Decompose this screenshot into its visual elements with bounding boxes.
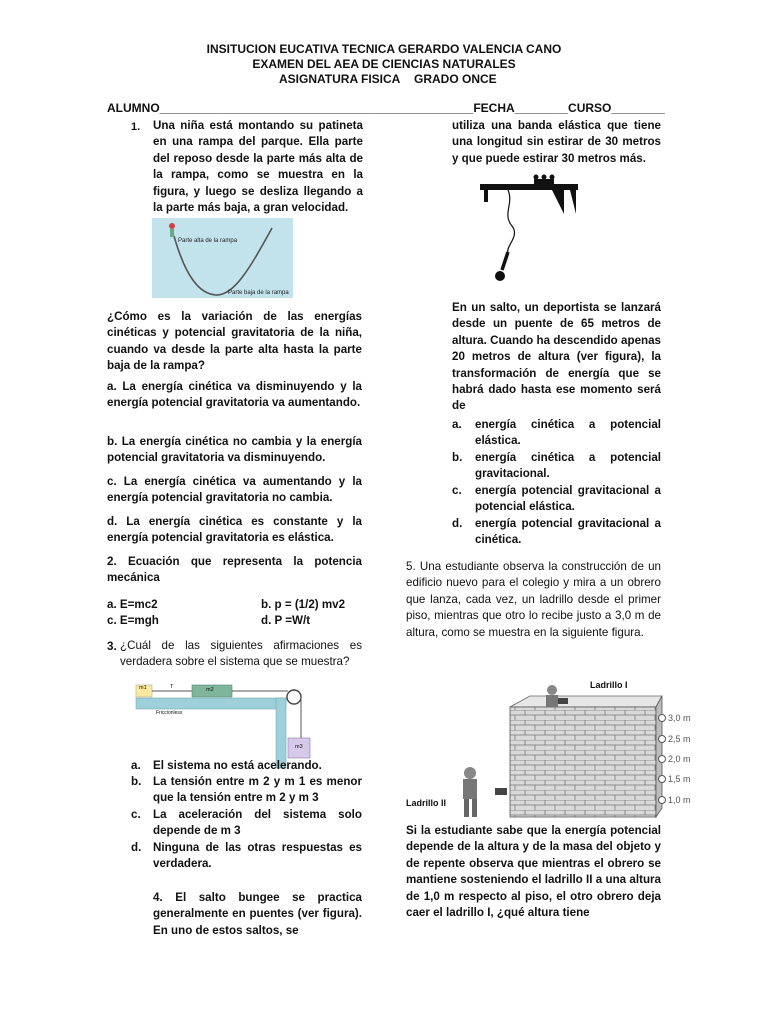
tension-label: T <box>170 684 174 690</box>
q1-question: ¿Cómo es la variación de las energías cinéticas y potencial gravitatoria de la niña, cuando va desde la parte alta hasta la parte baja de la rampa? <box>107 310 362 373</box>
brick-two-label: Ladrillo II <box>406 798 447 808</box>
m3-label: m3 <box>295 744 303 750</box>
ramp-top-label: Parte alta de la rampa <box>178 238 238 244</box>
bridge-deck <box>480 184 578 190</box>
q2-stem: 2. Ecuación que representa la potencia mecánica <box>107 555 362 585</box>
q5-question: Si la estudiante sabe que la energía potencial depende de la altura y de la masa del objeto y de repente observa que mientras el obrero se mantiene sosteniendo el ladrillo II a una altura de 1,0 m respecto al piso, el otro obrero deja caer el ladrillo I, ¿qué altura tiene <box>406 824 661 920</box>
q4-option-c-letter: c. <box>452 484 462 497</box>
q3-stem: ¿Cuál de las siguientes afirmaciones es verdadera sobre el sistema que se muestra? <box>120 639 362 669</box>
q3-option-c-letter: c. <box>131 808 141 821</box>
q4-option-d: energía potencial gravitacional a cinética. <box>475 517 661 547</box>
q2-option-c: c. E=mgh <box>107 614 159 627</box>
q3-option-a-letter: a. <box>131 759 141 772</box>
q4-option-a: energía cinética a potencial elástica. <box>475 418 661 448</box>
q4-option-b-letter: b. <box>452 451 463 464</box>
q4-question: En un salto, un deportista se lanzará desde un puente de 65 metros de altura. Cuando ha descendido apenas 20 metros de altura (ver figura), la transformación de energía que se habrá dado hasta ese momento será de <box>452 301 661 413</box>
q2-option-a: a. E=mc2 <box>107 598 158 611</box>
q1-number: 1. <box>131 121 141 133</box>
brick-one-icon <box>558 698 568 704</box>
q2-option-b: b. p = (1/2) mv2 <box>261 598 346 611</box>
jumper-body <box>502 252 508 270</box>
q4-option-c: energía potencial gravitacional a potencial elástica. <box>475 484 661 514</box>
q3-option-b-letter: b. <box>131 775 142 788</box>
q4-option-a-letter: a. <box>452 418 462 431</box>
wall-top <box>510 696 662 707</box>
height-2-0: 2,0 m <box>668 754 691 764</box>
spectator-icon <box>534 175 539 180</box>
height-3-0: 3,0 m <box>668 713 691 723</box>
subject-label: ASIGNATURA FISICA <box>279 72 401 86</box>
worker-bottom-icon <box>464 767 476 779</box>
q1-stem: Una niña está montando su patineta en una rampa del parque. Ella parte del reposo desde la parte más alta de la rampa, como se muestra en la figura, y luego se desliza llegando a la parte más baja, a gran velocidad. <box>153 119 363 215</box>
q3-option-d: Ninguna de las otras respuestas es verdadera. <box>153 841 362 871</box>
bungee-cord <box>508 190 515 252</box>
table-surface <box>136 698 286 709</box>
ramp-figure <box>152 218 293 298</box>
worker-top-icon <box>547 685 557 695</box>
m2-label: m2 <box>206 687 214 693</box>
student-info-line: ALUMNO_______________________________________________FECHA________CURSO________ <box>107 101 665 115</box>
frictionless-label: Friccionless <box>156 710 183 716</box>
q3-option-d-letter: d. <box>131 841 142 854</box>
jumper-head-icon <box>495 271 505 281</box>
ramp-bottom-label: Parte baja de la rampa <box>228 290 289 296</box>
brick-wall-figure <box>400 680 700 820</box>
height-1-0: 1,0 m <box>668 795 691 805</box>
height-1-5: 1,5 m <box>668 774 691 784</box>
q3-option-c: La aceleración del sistema solo depende de m 3 <box>153 808 362 838</box>
q3-option-a: El sistema no está acelerando. <box>153 759 322 772</box>
q1-option-a: a. La energía cinética va disminuyendo y la energía potencial gravitatoria va aumentando. <box>107 380 362 410</box>
brick-two-icon <box>495 788 507 795</box>
height-2-5: 2,5 m <box>668 734 691 744</box>
brick-wall <box>510 707 656 817</box>
q1-option-b: b. La energía cinética no cambia y la energía potencial gravitatoria va disminuyendo. <box>107 435 362 465</box>
q3-number: 3. <box>107 640 117 653</box>
brick-one-label: Ladrillo I <box>590 680 628 690</box>
ramp-curve <box>152 218 293 298</box>
pulley-figure <box>136 683 322 768</box>
q4-stem-start: 4. El salto bungee se practica generalmente en puentes (ver figura). En uno de estos saltos, se <box>153 891 362 937</box>
girl-skater-icon <box>169 223 175 229</box>
grade-label: GRADO ONCE <box>414 72 497 86</box>
exam-title: EXAMEN DEL AEA DE CIENCIAS NATURALES <box>252 57 516 71</box>
m1-label: m1 <box>139 685 147 691</box>
q1-option-d: d. La energía cinética es constante y la energía potencial gravitatoria es elástica. <box>107 515 362 545</box>
q4-option-d-letter: d. <box>452 517 463 530</box>
q4-stem-continuation: utiliza una banda elástica que tiene una longitud sin estirar de 30 metros y que puede estirar 30 metros más. <box>452 119 661 165</box>
q3-option-b: La tensión entre m 2 y m 1 es menor que la tensión entre m 2 y m 3 <box>153 775 362 805</box>
pulley-icon <box>287 690 301 704</box>
q5-stem: 5. Una estudiante observa la construcción de un edificio nuevo para el colegio y mira a un obrero que lanza, cada vez, un ladrillo desde el primer piso, mientras que otro lo recibe justo a 3,0 m de altura, como se muestra en la siguiente figura. <box>406 560 661 639</box>
q1-option-c: c. La energía cinética va aumentando y la energía potencial gravitatoria no cambia. <box>107 475 362 505</box>
q4-option-b: energía cinética a potencial gravitacional. <box>475 451 661 481</box>
bungee-figure <box>480 174 580 284</box>
school-name: INSITUCION EUCATIVA TECNICA GERARDO VALENCIA CANO <box>206 42 562 56</box>
q2-option-d: d. P =W/t <box>261 614 311 627</box>
